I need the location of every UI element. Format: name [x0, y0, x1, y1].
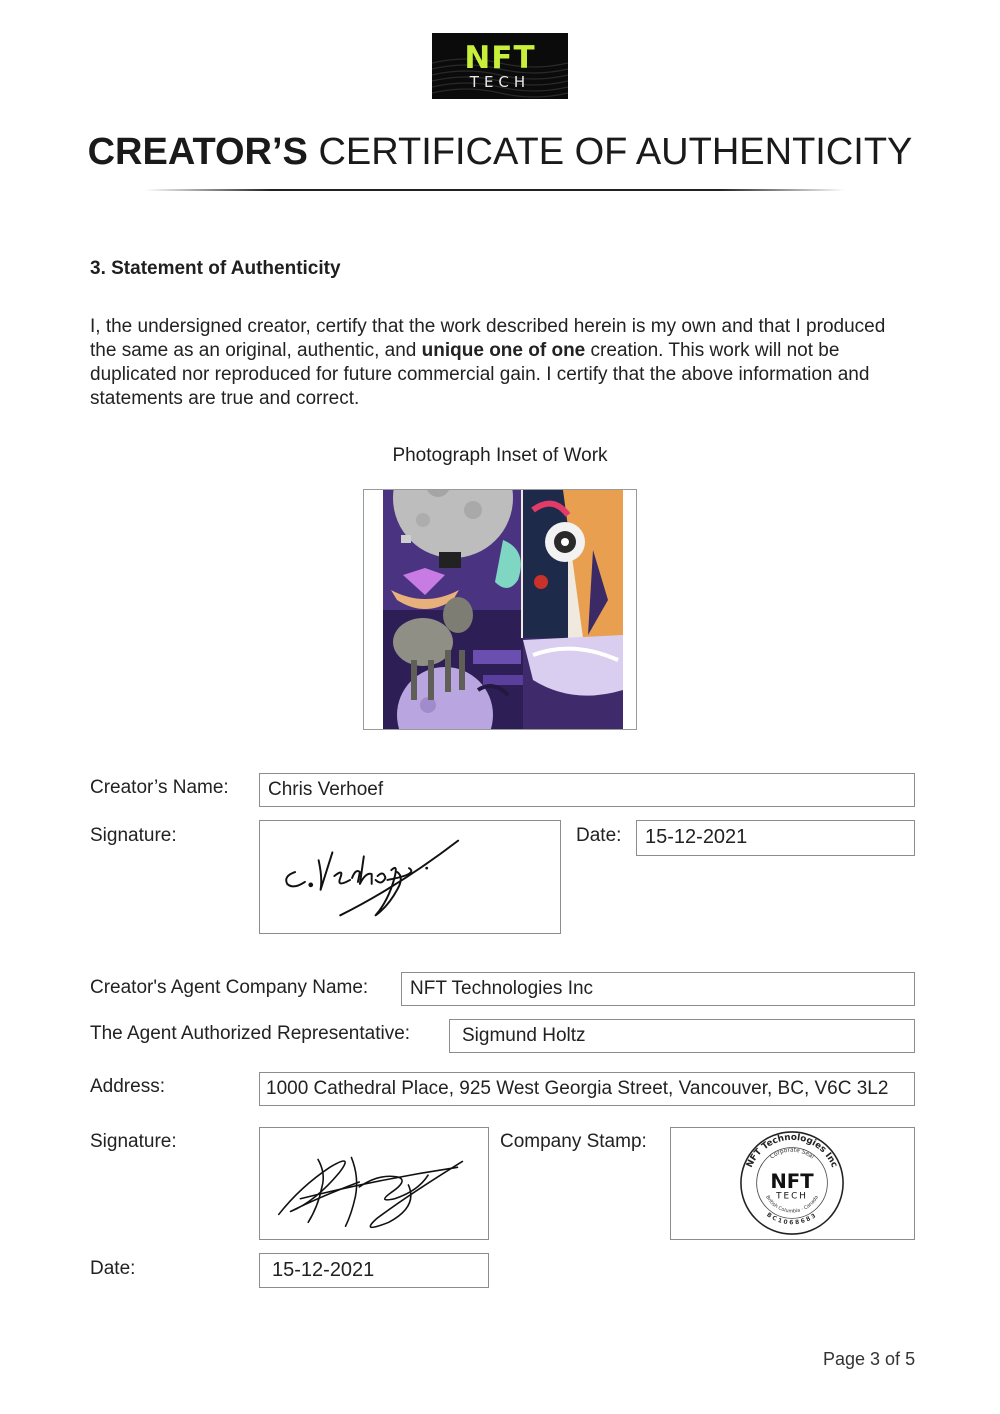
- artwork-inset-frame: [363, 489, 637, 730]
- title-regular-part: CERTIFICATE OF AUTHENTICITY: [318, 131, 913, 173]
- agent-signature-label: Signature:: [90, 1131, 177, 1152]
- agent-representative-label: The Agent Authorized Representative:: [90, 1023, 411, 1044]
- statement-text-end: creation. This work will not be duplicated nor reproduced for future commercial gain. I certify that the above information and statements are true and correct.: [90, 340, 870, 409]
- creator-signature-label: Signature:: [90, 825, 177, 846]
- creator-signature-box[interactable]: [259, 820, 561, 934]
- seal-ring-number-text: BC1068683: [765, 1212, 819, 1227]
- agent-signature-box[interactable]: [259, 1127, 489, 1240]
- section-heading: 3. Statement of Authenticity: [90, 258, 341, 279]
- logo-text-nft: NFT: [464, 40, 536, 76]
- agent-company-label: Creator's Agent Company Name:: [90, 977, 369, 998]
- creator-date-field[interactable]: 15-12-2021: [636, 820, 915, 856]
- logo-text-tech: TECH: [469, 73, 531, 91]
- seal-center-nft-text: NFT: [770, 1169, 814, 1193]
- statement-text-bold: unique one of one: [421, 340, 586, 361]
- company-stamp-label: Company Stamp:: [500, 1131, 647, 1152]
- creator-name-label: Creator’s Name:: [90, 777, 229, 798]
- address-label: Address:: [90, 1076, 165, 1097]
- page-number: Page 3 of 5: [823, 1349, 916, 1369]
- nft-tech-logo: [432, 33, 568, 99]
- seal-ring-top-text: NFT Technologies Inc: [744, 1132, 840, 1170]
- agent-company-field[interactable]: NFT Technologies Inc: [401, 972, 915, 1006]
- agent-date-label: Date:: [90, 1258, 136, 1279]
- agent-representative-field[interactable]: Sigmund Holtz: [449, 1019, 915, 1053]
- title-divider: [145, 189, 845, 191]
- seal-ring-bottom-text: British Columbia · Canada: [764, 1194, 820, 1215]
- certificate-title: [0, 128, 1000, 176]
- statement-text-start: I, the undersigned creator, certify that the work described herein is my own and that I produced the same as an original, authentic, and: [90, 316, 886, 361]
- authenticity-statement: [90, 315, 910, 411]
- address-field[interactable]: 1000 Cathedral Place, 925 West Georgia Street, Vancouver, BC, V6C 3L2: [259, 1072, 915, 1106]
- artwork-collage-image: [383, 490, 623, 729]
- company-seal-image: [671, 1128, 914, 1239]
- inset-caption: Photograph Inset of Work: [392, 445, 608, 466]
- agent-date-field[interactable]: 15-12-2021: [259, 1253, 489, 1288]
- creator-signature-image: [260, 821, 560, 933]
- creator-name-field[interactable]: Chris Verhoef: [259, 773, 915, 807]
- company-stamp-box[interactable]: [670, 1127, 915, 1240]
- agent-signature-image: [260, 1128, 488, 1239]
- title-bold-part: CREATOR’S: [87, 131, 308, 173]
- seal-ring-inner-text: Corporate Seal: [769, 1147, 815, 1161]
- seal-center-tech-text: TECH: [776, 1191, 808, 1202]
- creator-date-label: Date:: [576, 825, 622, 846]
